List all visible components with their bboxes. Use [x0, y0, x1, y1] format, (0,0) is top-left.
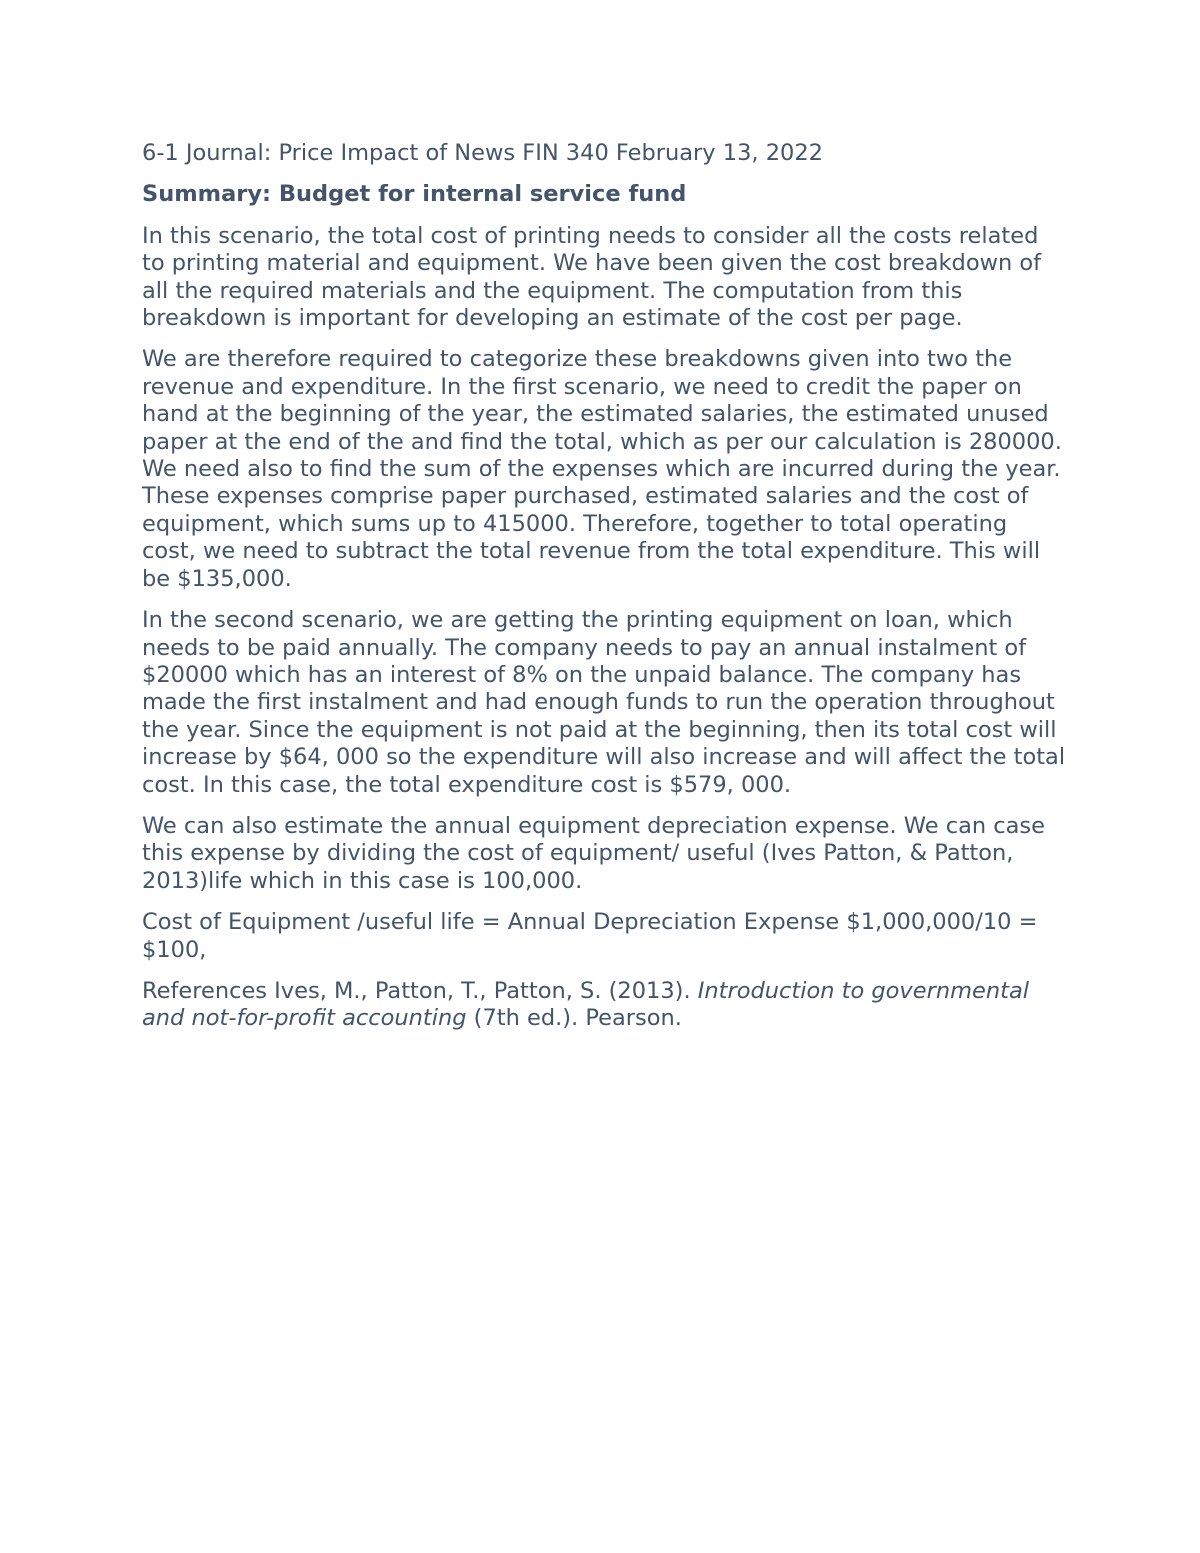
- paragraph-1: In this scenario, the total cost of printing needs to consider all the costs related to printing material and equipment. We have been given the cost breakdown of all the required materials and the equipment. The computation from this breakdown is important for developing an estimate of the cost per page.: [142, 222, 1042, 332]
- document-body: [142, 140, 1067, 1047]
- paragraph-3: In the second scenario, we are getting the printing equipment on loan, which needs to be paid annually. The company needs to pay an annual instalment of $20000 which has an interest of 8% on the unpaid balance. The company has made the first instalment and had enough funds to run the operation throughout the year. Since the equipment is not paid at the beginning, then its total cost will increase by $64, 000 so the expenditure will also increase and will affect the total cost. In this case, the total expenditure cost is $579, 000.: [142, 607, 1066, 798]
- summary-subheading: Summary: Budget for internal service fund: [142, 181, 687, 208]
- document-heading: 6-1 Journal: Price Impact of News FIN 340 February 13, 2022: [142, 140, 823, 166]
- reference-entry: [142, 978, 1067, 1033]
- reference-prefix: References Ives, M., Patton, T., Patton, S. (2013).: [142, 977, 698, 1004]
- paragraph-4: We can also estimate the annual equipment depreciation expense. We can case this expense by dividing the cost of equipment/ useful (Ives Patton, & Patton, 2013)life which in this case is 100,000.: [142, 812, 1045, 894]
- reference-suffix: (7th ed.). Pearson.: [466, 1005, 682, 1032]
- paragraph-2: We are therefore required to categorize these breakdowns given into two the revenue and expenditure. In the first scenario, we need to credit the paper on hand at the beginning of the year, the estimated salaries, the estimated unused paper at the end of the and find the total, which as per our calculation is 280000. We need also to find the sum of the expenses which are incurred during the year. These expenses comprise paper purchased, estimated salaries and the cost of equipment, which sums up to 415000. Therefore, together to total operating cost, we need to subtract the total revenue from the total expenditure. This will be $135,000.: [142, 346, 1062, 592]
- reference-title: Introduction to governmental and not-for-profit accounting: [142, 977, 1029, 1032]
- paragraph-5: Cost of Equipment /useful life = Annual Depreciation Expense $1,000,000/10 = $100,: [142, 909, 1038, 963]
